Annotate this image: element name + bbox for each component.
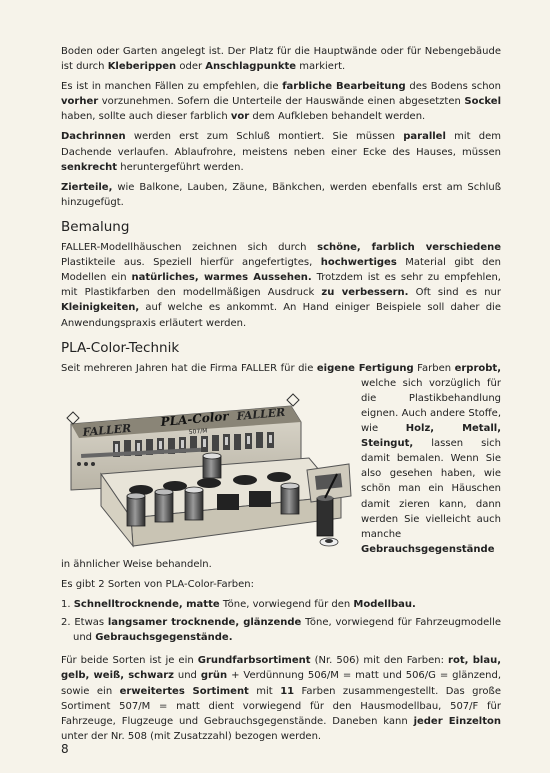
bold-text: schöne, farblich verschiedene xyxy=(317,242,501,254)
text: und xyxy=(173,670,201,682)
bold-text: Holz, Metall, Steingut, xyxy=(361,423,501,450)
heading-bemalung: Bemalung xyxy=(61,218,130,235)
text: dem Aufkleben behandelt werden. xyxy=(249,111,426,123)
bold-text: jeder Einzelton xyxy=(413,715,501,727)
model-number: 507/M xyxy=(188,427,208,436)
text: werden erst zum Schluß montiert. Sie müssen xyxy=(125,131,404,143)
text: (Nr. 506) mit den Farben: xyxy=(310,655,449,667)
bold-text: Gebrauchsgegenstände. xyxy=(95,632,233,644)
brand-logo-left: FALLER xyxy=(82,421,132,439)
bold-text: Gebrauchsgegenstände xyxy=(361,543,495,555)
text: in ähnlicher Weise behandeln. xyxy=(61,558,212,570)
bold-text: vor xyxy=(230,111,250,123)
text: mit dem Dachende verlaufen. Ablaufrohre, meistens neben einer Ecke des Hauses, müssen xyxy=(61,131,501,158)
text: lassen sich damit bemalen. Wenn Sie also gesehen haben, wie schön man ein Häuschen damit zieren kann, dann werden Sie vielleicht auch manche xyxy=(361,438,501,540)
text: Farben zusammengestellt. Das große Sortiment 507/M = matt dient vorwiegend für den Hausmodellbau, 507/F für Fahrzeuge, Flugzeuge und Gebrauchsgegenstände. Daneben kann xyxy=(61,685,501,727)
bold-text: senkrecht xyxy=(61,161,118,173)
text: Oft sind es nur xyxy=(408,287,501,299)
paragraph-assortments xyxy=(61,653,501,744)
text: Seit mehreren Jahren hat die Firma FALLER für die xyxy=(61,362,317,374)
bold-text: natürliches, warmes Aussehen. xyxy=(131,272,312,284)
list-number: 2. xyxy=(61,617,75,629)
text: + Verdünnung 506/M = matt und 506/G = glänzend, sowie ein xyxy=(61,670,501,697)
bold-text: parallel xyxy=(403,131,446,143)
text: mit xyxy=(248,685,281,697)
bold-text: vorher xyxy=(61,96,99,108)
bold-text: farbliche Bearbeitung xyxy=(282,81,406,93)
bold-text: Anschlagpunkte xyxy=(205,61,297,73)
list-item xyxy=(61,615,501,645)
paragraph-gutters xyxy=(61,129,501,174)
list-number: 1. xyxy=(61,599,74,611)
bold-text: zu verbessern. xyxy=(321,287,409,299)
bold-text: Zierteile, xyxy=(61,181,113,193)
bold-text: rot, blau, gelb, weiß, schwarz xyxy=(61,655,501,682)
paragraph-two-types: Es gibt 2 Sorten von PLA-Color-Farben: xyxy=(61,579,254,590)
text: Für beide Sorten ist je ein xyxy=(61,655,198,667)
text: haben, sollte auch dieser farblich xyxy=(61,111,231,123)
paragraph-ground xyxy=(61,44,501,74)
page-number: 8 xyxy=(61,742,69,756)
text-column xyxy=(61,44,501,749)
text: Etwas xyxy=(74,617,108,629)
text: Farben xyxy=(413,362,455,374)
text: Material gibt den Modellen ein xyxy=(61,257,501,284)
bold-text: Sockel xyxy=(464,96,501,108)
paragraph-pla-intro xyxy=(61,361,501,572)
heading-pla-color: PLA-Color-Technik xyxy=(61,339,180,356)
brand-logo-right: FALLER xyxy=(236,405,286,423)
text: wie Balkone, Lauben, Zäune, Bänkchen, werden ebenfalls erst am Schluß hinzugefügt. xyxy=(61,181,501,208)
bold-text: langsamer trocknende, glänzende xyxy=(107,617,302,629)
text: des Bodens schon xyxy=(405,81,501,93)
text: FALLER-Modellhäuschen zeichnen sich durch xyxy=(61,242,318,254)
bold-text: eigene Fertigung xyxy=(316,362,414,374)
paragraph-color-treatment xyxy=(61,79,501,124)
text: vorzunehmen. Sofern die Unterteile der Hauswände einen abgesetzten xyxy=(98,96,465,108)
bold-text: Grundfarbsortiment xyxy=(197,655,311,667)
paragraph-bemalung xyxy=(61,240,501,331)
text: heruntergeführt werden. xyxy=(117,161,244,173)
pla-color-paint-set-photo xyxy=(61,378,353,552)
bold-text: Modellbau. xyxy=(353,599,416,611)
bold-text: Schnelltrocknende, matte xyxy=(73,599,220,611)
bold-text: 11 xyxy=(280,685,295,697)
paragraph-decorations xyxy=(61,180,501,210)
list-item xyxy=(61,597,501,612)
text: markiert. xyxy=(296,61,346,73)
product-logo: PLA-Color xyxy=(160,408,230,429)
text: welche sich vorzüglich für die Plastikbehandlung eignen. Auch andere Stoffe, wie xyxy=(361,377,501,435)
text: oder xyxy=(176,61,206,73)
text: Trotzdem ist es sehr zu empfehlen, mit Plastikfarben den modellmäßigen Ausdruck xyxy=(61,272,501,299)
bold-text: erprobt, xyxy=(454,362,501,374)
text: Töne, vorwiegend für Fahrzeugmodelle und xyxy=(73,617,501,644)
text: unter der Nr. 508 (mit Zusatzzahl) bezogen werden. xyxy=(61,730,322,742)
bold-text: Kleberippen xyxy=(107,61,177,73)
text: Plastikteile aus. Speziell hierfür angefertigtes, xyxy=(61,257,321,269)
text: Boden oder Garten angelegt ist. Der Platz für die Hauptwände oder für Nebengebäude ist durch xyxy=(61,46,501,73)
text: Es ist in manchen Fällen zu empfehlen, die xyxy=(61,81,283,93)
bold-text: grün xyxy=(200,670,228,682)
bold-text: Dachrinnen xyxy=(61,131,126,143)
bold-text: erweitertes Sortiment xyxy=(119,685,249,697)
bold-text: hochwertiges xyxy=(320,257,397,269)
text: Töne, vorwiegend für den xyxy=(219,599,354,611)
bold-text: Kleinigkeiten, xyxy=(61,302,140,314)
types-list xyxy=(61,597,501,645)
text: auf welche es ankommt. An Hand einiger Beispiele soll daher die Anwendungspraxis erläutert werden. xyxy=(61,302,501,329)
